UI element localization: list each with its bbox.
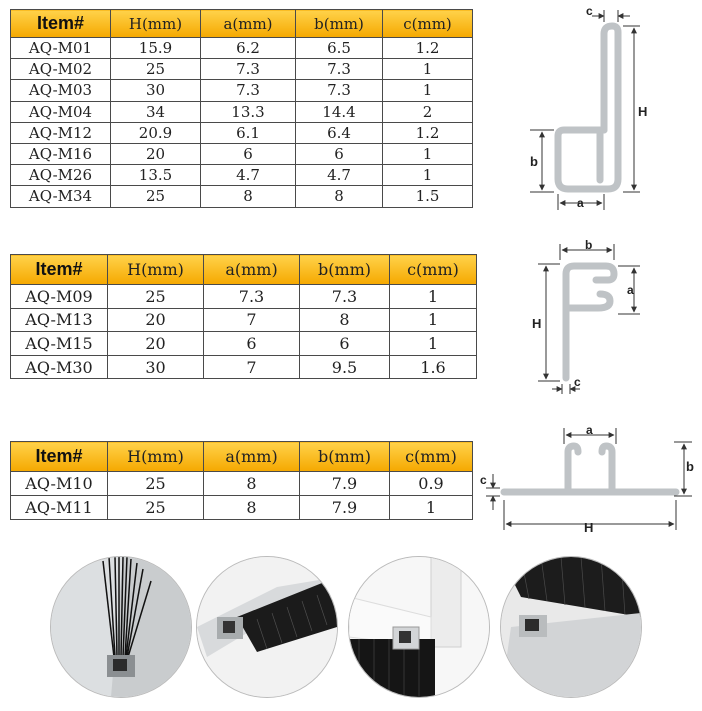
dim-label-b: b <box>686 459 694 474</box>
column-header: c(mm) <box>390 442 473 472</box>
table-cell: 7.9 <box>300 496 390 520</box>
profile-shape-2 <box>566 266 614 378</box>
brush-strip-photo-1 <box>50 556 192 698</box>
table-cell: 30 <box>108 355 204 379</box>
table-row <box>11 308 477 332</box>
brush-strip-photo-3 <box>348 556 490 698</box>
profile-diagram-1 <box>520 4 670 214</box>
table-cell: 1 <box>390 496 473 520</box>
table-cell: 1 <box>383 59 473 80</box>
table-cell: 14.4 <box>296 101 383 122</box>
table-cell: 1 <box>390 332 477 356</box>
table-cell: 20 <box>108 332 204 356</box>
table-cell: 9.5 <box>300 355 390 379</box>
table-cell: 8 <box>204 472 300 496</box>
table-cell: AQ-M11 <box>11 496 108 520</box>
table-cell: AQ-M13 <box>11 308 108 332</box>
profile-diagram-2 <box>530 238 660 398</box>
dim-label-c: c <box>480 473 487 487</box>
table-row <box>11 122 473 143</box>
table-cell: 20 <box>108 308 204 332</box>
table-cell: 20 <box>111 143 201 164</box>
table-cell: 1.5 <box>383 186 473 207</box>
table-cell: 1.6 <box>390 355 477 379</box>
table-row <box>11 38 473 59</box>
table-cell: 34 <box>111 101 201 122</box>
column-header: H(mm) <box>108 255 204 285</box>
table-cell: 7 <box>204 355 300 379</box>
table-cell: 7.3 <box>300 285 390 309</box>
table-cell: AQ-M30 <box>11 355 108 379</box>
profile-shape-1 <box>558 26 618 189</box>
table-cell: AQ-M34 <box>11 186 111 207</box>
table-row <box>11 472 473 496</box>
table-cell: 7.3 <box>201 80 296 101</box>
table-cell: 6.5 <box>296 38 383 59</box>
table-header-row <box>11 442 473 472</box>
dim-label-h: H <box>532 316 542 331</box>
table-cell: 2 <box>383 101 473 122</box>
table-row <box>11 59 473 80</box>
column-header: c(mm) <box>390 255 477 285</box>
table-cell: 20.9 <box>111 122 201 143</box>
table-cell: 25 <box>111 59 201 80</box>
table-cell: 8 <box>300 308 390 332</box>
table-cell: 1 <box>390 285 477 309</box>
spec-table-1 <box>10 9 473 208</box>
table-row <box>11 143 473 164</box>
table-cell: 6 <box>204 332 300 356</box>
table-cell: 6 <box>300 332 390 356</box>
dim-label-h: H <box>584 520 594 535</box>
column-header: H(mm) <box>108 442 204 472</box>
table-cell: 7.3 <box>201 59 296 80</box>
table-cell: 1 <box>383 143 473 164</box>
table-row <box>11 355 477 379</box>
table-cell: 8 <box>296 186 383 207</box>
column-header: b(mm) <box>296 10 383 38</box>
column-header: b(mm) <box>300 442 390 472</box>
table-cell: AQ-M04 <box>11 101 111 122</box>
table-cell: 4.7 <box>201 165 296 186</box>
table-row <box>11 101 473 122</box>
table-cell: 4.7 <box>296 165 383 186</box>
table-cell: 1 <box>383 165 473 186</box>
table-cell: 15.9 <box>111 38 201 59</box>
table-cell: 8 <box>201 186 296 207</box>
table-cell: 13.5 <box>111 165 201 186</box>
table-cell: AQ-M02 <box>11 59 111 80</box>
dim-label-a: a <box>627 283 634 297</box>
dim-label-h: H <box>638 104 648 119</box>
column-header: H(mm) <box>111 10 201 38</box>
table-cell: 25 <box>111 186 201 207</box>
table-cell: 6 <box>296 143 383 164</box>
table-cell: AQ-M26 <box>11 165 111 186</box>
table-cell: 25 <box>108 285 204 309</box>
table-row <box>11 332 477 356</box>
table-cell: 0.9 <box>390 472 473 496</box>
table-cell: AQ-M03 <box>11 80 111 101</box>
table-row <box>11 186 473 207</box>
column-header: a(mm) <box>204 442 300 472</box>
table-row <box>11 285 477 309</box>
table-cell: 7.3 <box>296 80 383 101</box>
table-cell: AQ-M15 <box>11 332 108 356</box>
table-cell: 7.3 <box>296 59 383 80</box>
dim-label-c: c <box>574 375 581 389</box>
table-cell: 6 <box>201 143 296 164</box>
table-cell: 1.2 <box>383 38 473 59</box>
dim-label-c: c <box>586 4 593 18</box>
table-cell: 1.2 <box>383 122 473 143</box>
column-header: a(mm) <box>201 10 296 38</box>
spec-table-2 <box>10 254 477 379</box>
table-row <box>11 80 473 101</box>
table-cell: AQ-M09 <box>11 285 108 309</box>
dim-label-b: b <box>530 154 538 169</box>
table-cell: 1 <box>390 308 477 332</box>
table-cell: 30 <box>111 80 201 101</box>
table-cell: AQ-M01 <box>11 38 111 59</box>
table-cell: 8 <box>204 496 300 520</box>
table-cell: 6.1 <box>201 122 296 143</box>
table-cell: AQ-M10 <box>11 472 108 496</box>
spec-table-3 <box>10 441 473 520</box>
dim-label-b: b <box>585 238 593 252</box>
table-cell: 7.9 <box>300 472 390 496</box>
profile-diagram-3 <box>478 422 698 542</box>
column-header: Item# <box>11 10 111 38</box>
table-cell: 6.2 <box>201 38 296 59</box>
dim-label-a: a <box>577 196 584 210</box>
column-header: c(mm) <box>383 10 473 38</box>
dim-label-a: a <box>586 423 593 437</box>
profile-shape-3 <box>504 446 676 492</box>
table-cell: 25 <box>108 496 204 520</box>
brush-strip-photo-2 <box>196 556 338 698</box>
table-cell: AQ-M12 <box>11 122 111 143</box>
table-cell: 6.4 <box>296 122 383 143</box>
table-row <box>11 496 473 520</box>
table-cell: 25 <box>108 472 204 496</box>
table-cell: 13.3 <box>201 101 296 122</box>
table-header-row <box>11 255 477 285</box>
column-header: Item# <box>11 442 108 472</box>
table-header-row <box>11 10 473 38</box>
column-header: a(mm) <box>204 255 300 285</box>
table-cell: 7 <box>204 308 300 332</box>
table-cell: AQ-M16 <box>11 143 111 164</box>
brush-strip-photo-4 <box>500 556 642 698</box>
table-cell: 1 <box>383 80 473 101</box>
column-header: b(mm) <box>300 255 390 285</box>
table-cell: 7.3 <box>204 285 300 309</box>
column-header: Item# <box>11 255 108 285</box>
table-row <box>11 165 473 186</box>
